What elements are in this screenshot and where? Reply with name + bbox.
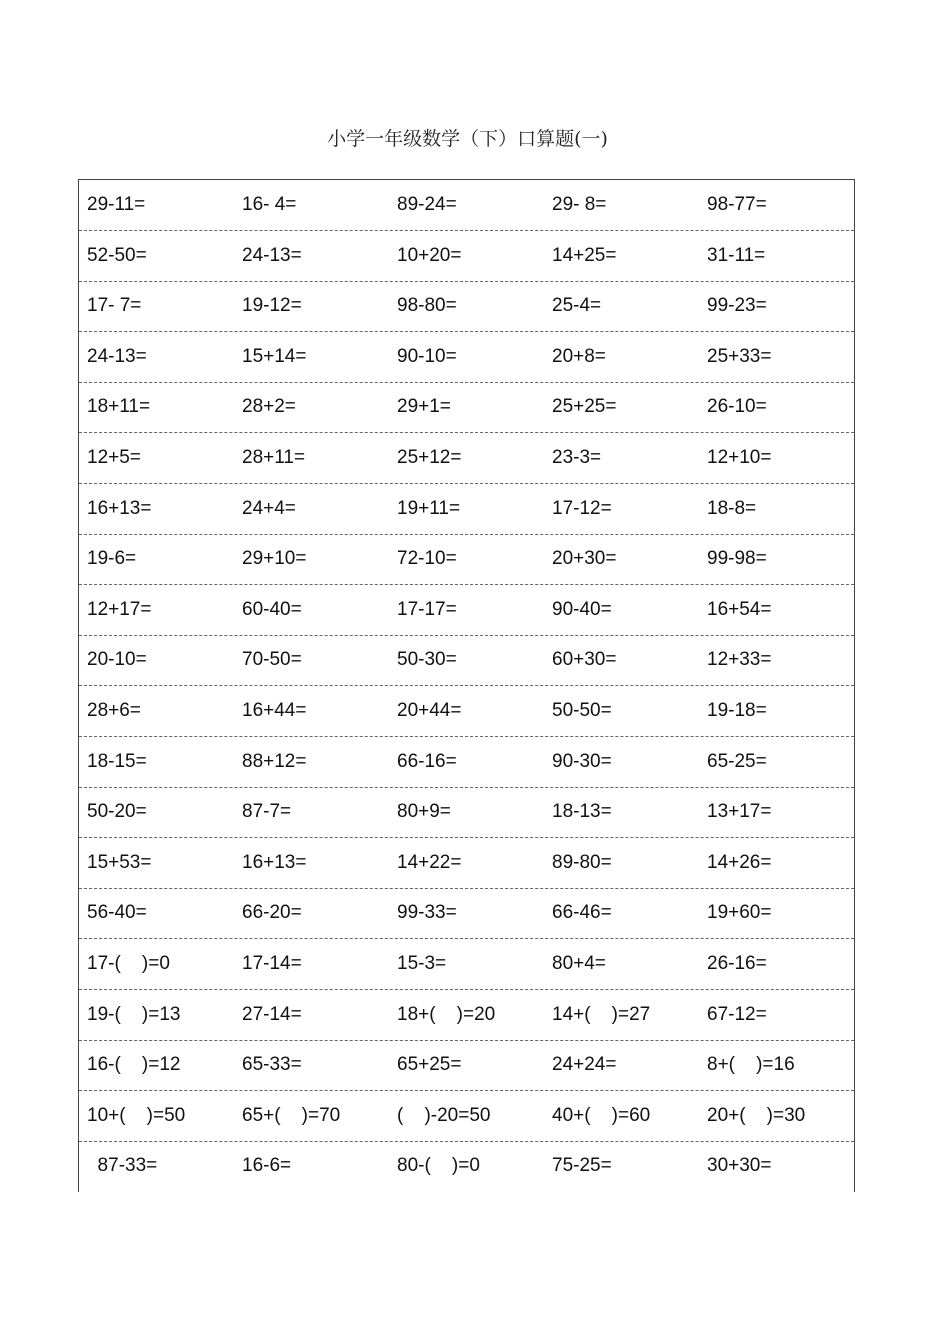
math-problem: 98-80= xyxy=(397,295,457,317)
math-problem: 10+( )=50 xyxy=(87,1104,186,1126)
math-problem: 18+( )=20 xyxy=(397,1003,496,1025)
table-row xyxy=(79,990,854,1041)
math-problem: 17-12= xyxy=(552,497,612,519)
math-problem: 12+17= xyxy=(87,598,152,620)
math-problem: 28+11= xyxy=(242,447,306,468)
math-problem: 19+11= xyxy=(397,497,461,519)
math-problem: 14+25= xyxy=(552,244,617,266)
math-problem: 12+5= xyxy=(87,447,141,468)
math-problem: 40+( )=60 xyxy=(552,1104,651,1126)
math-problem: 60+30= xyxy=(552,649,617,671)
math-problem: 99-23= xyxy=(707,295,767,317)
math-problem: 26-10= xyxy=(707,396,767,418)
math-problem: 80+4= xyxy=(552,953,606,974)
math-problem: 25-4= xyxy=(552,295,602,317)
math-problem: 50-30= xyxy=(397,649,457,671)
math-problem: 16+44= xyxy=(242,700,307,721)
table-row xyxy=(79,1040,854,1091)
math-problem: 17-14= xyxy=(242,953,302,974)
math-problem: 29+1= xyxy=(397,396,451,418)
math-problem: 50-50= xyxy=(552,700,612,721)
math-problem: 20+8= xyxy=(552,345,606,367)
math-problem: 28+2= xyxy=(242,396,296,418)
math-problem: 14+22= xyxy=(397,851,462,873)
math-problem: 19-( )=13 xyxy=(87,1003,181,1025)
math-problem: 87-7= xyxy=(242,801,292,823)
math-problem: 98-77= xyxy=(707,194,767,215)
math-problem: 15+53= xyxy=(87,851,152,873)
math-problem: 80-( )=0 xyxy=(397,1155,480,1177)
math-problem: 24-13= xyxy=(87,345,147,367)
table-row xyxy=(79,939,854,990)
math-problem: 31-11= xyxy=(707,244,766,266)
math-problem: 56-40= xyxy=(87,902,147,924)
math-problem: 26-16= xyxy=(707,953,767,974)
table-row xyxy=(79,382,854,433)
table-row xyxy=(79,433,854,484)
math-problem: 87-33= xyxy=(87,1155,158,1177)
table-row xyxy=(79,332,854,383)
math-problem: 20+30= xyxy=(552,548,617,570)
math-problem: 90-40= xyxy=(552,598,612,620)
math-problem: 65-25= xyxy=(707,750,767,772)
math-problem: 25+25= xyxy=(552,396,617,418)
math-problem: 30+30= xyxy=(707,1155,772,1177)
math-problem: 24+24= xyxy=(552,1054,617,1076)
math-problem: 29+10= xyxy=(242,548,307,570)
table-row xyxy=(79,585,854,636)
math-problem: 70-50= xyxy=(242,649,302,671)
math-problem: 15+14= xyxy=(242,345,307,367)
math-problem: 28+6= xyxy=(87,700,141,721)
math-problem: 19-12= xyxy=(242,295,302,317)
math-problem: 29- 8= xyxy=(552,194,607,215)
math-problem: 66-16= xyxy=(397,750,457,772)
math-problem: 17-17= xyxy=(397,598,457,620)
math-problem: 19-18= xyxy=(707,700,767,721)
math-problem: 25+33= xyxy=(707,345,772,367)
table-row xyxy=(79,838,854,889)
math-problem: 18-8= xyxy=(707,497,757,519)
math-problem: 89-24= xyxy=(397,194,457,215)
math-problem: 17- 7= xyxy=(87,295,142,317)
math-problem: 75-25= xyxy=(552,1155,612,1177)
math-problem: 88+12= xyxy=(242,750,307,772)
math-problem: 50-20= xyxy=(87,801,147,823)
math-problem: 72-10= xyxy=(397,548,457,570)
math-problem: 99-98= xyxy=(707,548,767,570)
math-problem: 16- 4= xyxy=(242,194,297,215)
page-title: 小学一年级数学（下）口算题(一) xyxy=(327,128,608,150)
table-row xyxy=(79,686,854,737)
table-row xyxy=(79,1091,854,1142)
table-row xyxy=(79,180,854,231)
table-row xyxy=(79,281,854,332)
table-row xyxy=(79,737,854,788)
math-problem: 90-30= xyxy=(552,750,612,772)
math-problem: 99-33= xyxy=(397,902,457,924)
math-problem: 67-12= xyxy=(707,1003,767,1025)
math-problem: 80+9= xyxy=(397,801,451,823)
table-row xyxy=(79,231,854,282)
math-problem: 24+4= xyxy=(242,497,296,519)
math-problem: 18+11= xyxy=(87,396,151,418)
math-problem: 89-80= xyxy=(552,851,612,873)
math-problem: 13+17= xyxy=(707,801,772,823)
math-problem: 20+44= xyxy=(397,700,462,721)
table-row xyxy=(79,888,854,939)
table-row xyxy=(79,534,854,585)
math-problem: 23-3= xyxy=(552,447,602,468)
math-problem: 16+54= xyxy=(707,598,772,620)
math-problem: 60-40= xyxy=(242,598,302,620)
math-problem: 20-10= xyxy=(87,649,147,671)
math-problem: 65-33= xyxy=(242,1054,302,1076)
math-problem: 17-( )=0 xyxy=(87,953,170,974)
math-problem: 10+20= xyxy=(397,244,462,266)
table-row xyxy=(79,787,854,838)
math-problem: 65+( )=70 xyxy=(242,1104,341,1126)
table-row xyxy=(79,635,854,686)
math-problem: 16-6= xyxy=(242,1155,292,1177)
problem-table xyxy=(78,179,855,1192)
math-problem: 15-3= xyxy=(397,953,447,974)
table-row xyxy=(79,1141,854,1191)
math-problem: 16-( )=12 xyxy=(87,1054,181,1076)
math-problem: 24-13= xyxy=(242,244,302,266)
math-problem: 20+( )=30 xyxy=(707,1104,806,1126)
math-problem: 12+33= xyxy=(707,649,772,671)
math-problem: 19-6= xyxy=(87,548,137,570)
math-problem: 66-46= xyxy=(552,902,612,924)
math-problem: ( )-20=50 xyxy=(397,1104,491,1126)
math-problem: 65+25= xyxy=(397,1054,462,1076)
math-problem: 52-50= xyxy=(87,244,147,266)
table-row xyxy=(79,484,854,535)
math-problem: 16+13= xyxy=(242,851,307,873)
math-problem: 18-13= xyxy=(552,801,612,823)
math-problem: 66-20= xyxy=(242,902,302,924)
math-problem: 90-10= xyxy=(397,345,457,367)
math-problem: 16+13= xyxy=(87,497,152,519)
math-problem: 25+12= xyxy=(397,447,462,468)
math-problem: 29-11= xyxy=(87,194,146,215)
math-problem: 19+60= xyxy=(707,902,772,924)
math-problem: 8+( )=16 xyxy=(707,1054,795,1076)
math-problem: 14+26= xyxy=(707,851,772,873)
math-problem: 27-14= xyxy=(242,1003,302,1025)
math-problem: 18-15= xyxy=(87,750,147,772)
math-problem: 12+10= xyxy=(707,447,772,468)
math-problem: 14+( )=27 xyxy=(552,1003,651,1025)
